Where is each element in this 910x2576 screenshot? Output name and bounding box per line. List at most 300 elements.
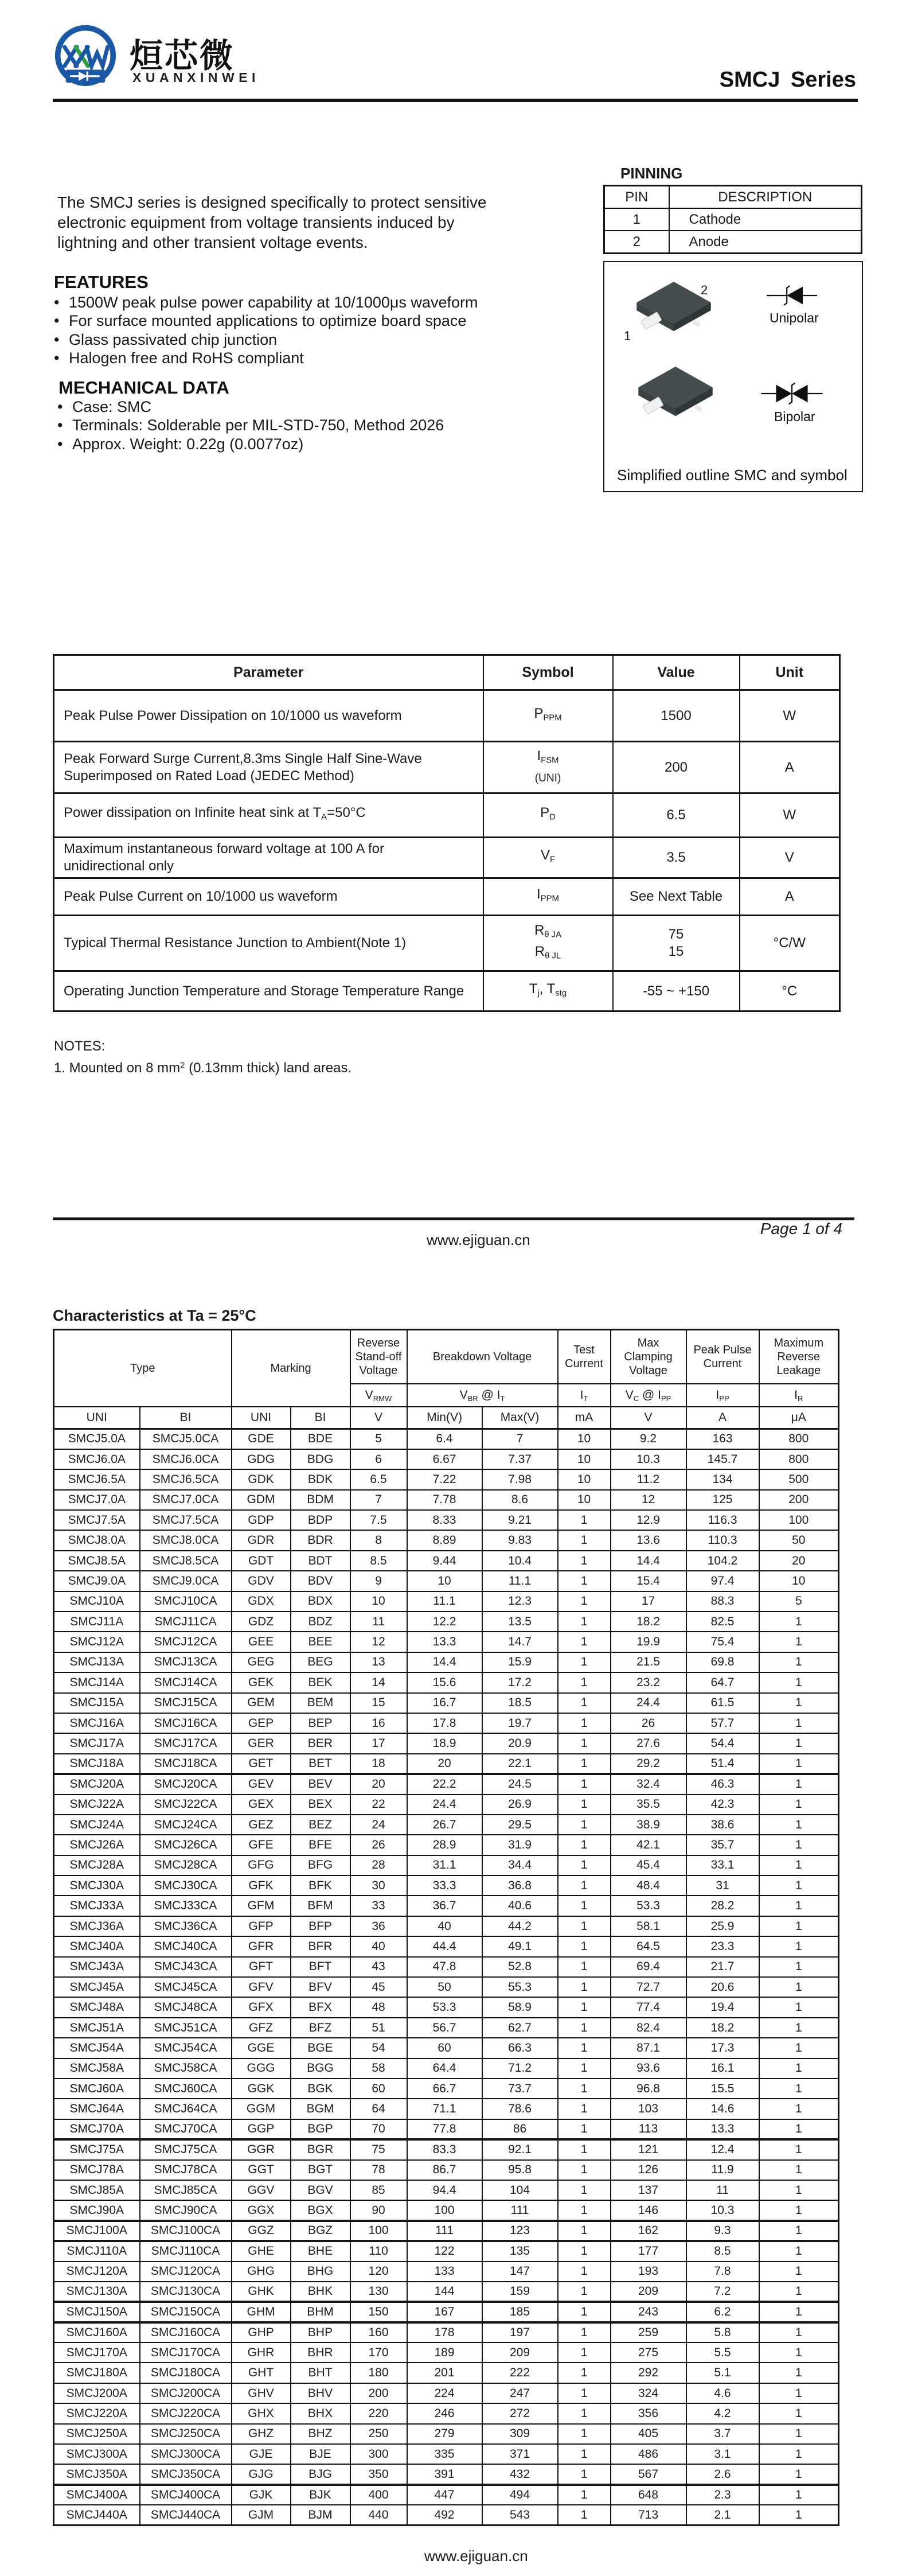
data-cell: 1 [759,1916,839,1936]
data-cell: 15.5 [686,2079,759,2099]
data-cell: SMCJ12CA [140,1632,232,1652]
description-col-header: DESCRIPTION [669,186,862,209]
data-cell: SMCJ8.5CA [140,1551,232,1571]
data-cell: 1 [558,2119,611,2139]
data-cell: 12.9 [611,1510,686,1530]
data-cell: BFX [291,1997,350,2017]
data-cell: SMCJ85A [54,2180,140,2200]
data-cell: GJK [232,2485,291,2505]
table-row [54,2241,839,2261]
text-line: -55 ~ +150 [642,983,710,999]
data-cell: 1 [558,2079,611,2099]
data-cell: 31.1 [407,1855,482,1875]
unipolar-symbol-icon [759,283,825,311]
data-cell: BGT [291,2160,350,2180]
data-cell: 38.9 [611,1815,686,1835]
data-cell: SMCJ250CA [140,2424,232,2444]
data-cell: BFE [291,1835,350,1855]
data-cell: GER [232,1733,291,1753]
data-cell: 48.4 [611,1875,686,1896]
data-cell: GDV [232,1571,291,1591]
text-line: Peak Pulse Power Dissipation on 10/1000 us waveform [64,707,402,723]
data-cell: 13.3 [407,1632,482,1652]
table-row [54,1672,839,1692]
data-cell: GHT [232,2363,291,2383]
data-cell: 52.8 [482,1957,558,1977]
data-cell: 15.9 [482,1652,558,1672]
ratings-row [54,838,840,878]
data-cell: 53.3 [611,1896,686,1916]
data-cell: SMCJ6.0A [54,1449,140,1469]
data-cell: 2.3 [686,2485,759,2505]
data-cell: 51 [350,2018,407,2038]
list-item [54,312,478,330]
data-cell: 13.6 [611,1530,686,1550]
data-cell: BEG [291,1652,350,1672]
data-cell: 35.7 [686,1835,759,1855]
unit-header: V [611,1407,686,1429]
data-cell: 6.4 [407,1429,482,1449]
brand-name-cn: 烜芯微 [130,37,235,75]
data-cell: 90 [350,2200,407,2220]
data-cell: 22.2 [407,1774,482,1794]
text-line: Rθ JL [534,944,561,961]
data-cell: 17.3 [686,2038,759,2058]
data-cell: 88.3 [686,1591,759,1612]
data-cell: GDP [232,1510,291,1530]
table-row [54,1693,839,1713]
data-cell: SMCJ100CA [140,2221,232,2241]
data-cell: 371 [482,2444,558,2464]
data-cell: GJM [232,2505,291,2525]
data-cell: SMCJ40CA [140,1936,232,1956]
text-line: PPPM [534,705,562,723]
data-cell: 200 [759,1490,839,1510]
data-cell: 42.1 [611,1835,686,1855]
data-cell: SMCJ110A [54,2241,140,2261]
unit-cell: W [740,793,840,838]
data-cell: 2.6 [686,2464,759,2484]
data-cell: 12 [611,1490,686,1510]
data-cell: 70 [350,2119,407,2139]
unit-header: Max(V) [482,1407,558,1429]
data-cell: 1 [558,2444,611,2464]
data-cell: 1 [558,1855,611,1875]
data-cell: 1 [759,2403,839,2423]
data-cell: GHP [232,2322,291,2342]
data-cell: SMCJ7.5CA [140,1510,232,1530]
data-cell: GFZ [232,2018,291,2038]
data-cell: GFT [232,1957,291,1977]
data-cell: 1 [558,1977,611,1997]
data-cell: 275 [611,2342,686,2363]
data-cell: 1 [558,2342,611,2363]
text-line: Rθ JA [534,922,562,939]
data-cell: 250 [350,2424,407,2444]
data-cell: GDZ [232,1612,291,1632]
data-cell: SMCJ8.5A [54,1551,140,1571]
list-item [57,416,444,434]
data-cell: 61.5 [686,1693,759,1713]
text-line: Maximum instantaneous forward voltage at 100 A for [64,841,384,857]
smc-package-bipolar-image [636,365,715,426]
table-row [54,1754,839,1774]
site-url-bottom: www.ejiguan.cn [424,2547,528,2565]
data-cell: 1 [759,1936,839,1956]
unit-header-row [54,1407,839,1429]
header-rule [53,99,858,102]
data-cell: 1 [558,2302,611,2322]
data-cell: SMCJ51CA [140,2018,232,2038]
data-cell: BHZ [291,2424,350,2444]
data-cell: BGE [291,2038,350,2058]
data-cell: 64 [350,2099,407,2119]
group-header: Maximum Reverse Leakage [759,1330,839,1384]
data-cell: 4.2 [686,2403,759,2423]
data-cell: 1 [558,1672,611,1692]
data-cell: 5.8 [686,2322,759,2342]
data-cell: BJE [291,2444,350,2464]
data-cell: SMCJ58CA [140,2059,232,2079]
data-cell: 14.4 [611,1551,686,1571]
pin-row [604,208,862,231]
data-cell: 20 [759,1551,839,1571]
data-cell: BFR [291,1936,350,1956]
list-item-label: Approx. Weight: 0.22g (0.0077oz) [72,435,304,453]
table-row [54,1530,839,1550]
data-cell: SMCJ10CA [140,1591,232,1612]
symbol-header [407,1384,558,1407]
data-cell: SMCJ45CA [140,1977,232,1997]
data-cell: GHK [232,2282,291,2302]
data-cell: 40 [350,1936,407,1956]
data-cell: 23.2 [611,1672,686,1692]
data-cell: 137 [611,2180,686,2200]
pin-description: Cathode [669,208,862,231]
data-cell: 9.83 [482,1530,558,1550]
data-cell: 40.6 [482,1896,558,1916]
features-list [54,293,478,368]
data-cell: 6.67 [407,1449,482,1469]
text-line: See Next Table [629,889,723,904]
text-line: 1. Mounted on 8 $mm^2$ (0.13mm thick) land areas. [54,1060,352,1076]
data-cell: 130 [350,2282,407,2302]
data-cell: 7 [350,1490,407,1510]
data-cell: SMCJ33A [54,1896,140,1916]
data-cell: BER [291,1733,350,1753]
data-cell: 58.1 [611,1916,686,1936]
data-cell: SMCJ7.0A [54,1490,140,1510]
data-cell: 189 [407,2342,482,2363]
data-cell: 220 [350,2403,407,2423]
intro-line: lightning and other transient voltage events. [57,234,368,251]
data-cell: SMCJ13A [54,1652,140,1672]
table-row [54,2119,839,2139]
data-cell: 5 [759,1591,839,1612]
data-cell: 163 [686,1429,759,1449]
intro-line: The SMCJ series is designed specifically to protect sensitive [57,193,487,211]
data-cell: 20 [350,1774,407,1794]
group-header: Marking [232,1330,350,1407]
data-cell: SMCJ10A [54,1591,140,1612]
text-line: Peak Forward Surge Current,8.3ms Single Half Sine-Wave [64,750,422,766]
data-cell: SMCJ110CA [140,2241,232,2261]
data-cell: 60 [350,2079,407,2099]
data-cell: 96.8 [611,2079,686,2099]
data-cell: 1 [759,2363,839,2383]
data-cell: 47.8 [407,1957,482,1977]
text-line: Operating Junction Temperature and Storage Temperature Range [64,983,464,999]
unit-header: Min(V) [407,1407,482,1429]
list-item-label: Case: SMC [72,398,152,415]
table-row [54,2038,839,2058]
data-cell: 1 [558,1652,611,1672]
data-cell: 1 [558,2262,611,2282]
data-cell: 167 [407,2302,482,2322]
data-cell: SMCJ400A [54,2485,140,2505]
data-cell: 77.4 [611,1997,686,2017]
data-cell: 49.1 [482,1936,558,1956]
data-cell: 135 [482,2241,558,2261]
data-cell: 73.7 [482,2079,558,2099]
data-cell: 1 [558,2099,611,2119]
data-cell: 170 [350,2342,407,2363]
table-row [54,1652,839,1672]
data-cell: GGX [232,2200,291,2220]
table-row [54,2485,839,2505]
data-cell: 648 [611,2485,686,2505]
data-cell: 97.4 [686,1571,759,1591]
data-cell: 75 [350,2139,407,2159]
data-cell: 111 [407,2221,482,2241]
data-cell: 17 [611,1591,686,1612]
data-cell: GEX [232,1795,291,1815]
data-cell: 71.1 [407,2099,482,2119]
data-cell: 10 [350,1591,407,1612]
data-cell: 1 [759,1652,839,1672]
data-cell: 10 [558,1490,611,1510]
text-line: 200 [664,759,688,775]
data-cell: 1 [759,1896,839,1916]
data-cell: 486 [611,2444,686,2464]
data-cell: 224 [407,2383,482,2403]
data-cell: 1 [759,1795,839,1815]
data-cell: BDX [291,1591,350,1612]
data-cell: SMCJ9.0A [54,1571,140,1591]
data-cell: 567 [611,2464,686,2484]
data-cell: 10 [407,1571,482,1591]
data-cell: 33 [350,1896,407,1916]
data-cell: GEV [232,1774,291,1794]
data-cell: 1 [759,2262,839,2282]
data-cell: SMCJ18A [54,1754,140,1774]
data-cell: 1 [558,1693,611,1713]
data-cell: SMCJ150CA [140,2302,232,2322]
data-cell: 5.1 [686,2363,759,2383]
data-cell: 200 [350,2383,407,2403]
data-cell: 77.8 [407,2119,482,2139]
data-cell: SMCJ36CA [140,1916,232,1936]
data-cell: 100 [350,2221,407,2241]
data-cell: 1 [558,2221,611,2241]
data-cell: 75.4 [686,1632,759,1652]
data-cell: 1 [558,2485,611,2505]
data-cell: 86.7 [407,2160,482,2180]
data-cell: 72.7 [611,1977,686,1997]
table-row [54,1449,839,1469]
data-cell: BEK [291,1672,350,1692]
data-cell: SMCJ15CA [140,1693,232,1713]
data-cell: 1 [558,1571,611,1591]
data-cell: GGE [232,2038,291,2058]
data-cell: 69.8 [686,1652,759,1672]
data-cell: SMCJ43A [54,1957,140,1977]
data-cell: 13.5 [482,1612,558,1632]
data-cell: GEG [232,1652,291,1672]
data-cell: 447 [407,2485,482,2505]
data-cell: 110.3 [686,1530,759,1550]
data-cell: 209 [482,2342,558,2363]
data-cell: 391 [407,2464,482,2484]
data-cell: 1 [759,2160,839,2180]
group-header-row [54,1330,839,1384]
data-cell: GGM [232,2099,291,2119]
data-cell: SMCJ22A [54,1795,140,1815]
data-cell: 22 [350,1795,407,1815]
data-cell: 1 [759,2018,839,2038]
data-cell: 9.3 [686,2221,759,2241]
data-cell: 1 [558,2464,611,2484]
data-cell: 113 [611,2119,686,2139]
data-cell: 197 [482,2322,558,2342]
parameter-cell [54,690,483,742]
data-cell: 11.1 [407,1591,482,1612]
data-cell: 104.2 [686,1551,759,1571]
brand-name-en: XUANXINWEI [132,70,260,85]
data-cell: 133 [407,2262,482,2282]
data-cell: 22.1 [482,1754,558,1774]
data-cell: 10 [759,1571,839,1591]
data-cell: SMCJ85CA [140,2180,232,2200]
data-cell: 18.2 [686,2018,759,2038]
bullet-icon: • [54,330,60,348]
data-cell: SMCJ220CA [140,2403,232,2423]
data-cell: SMCJ70A [54,2119,140,2139]
data-cell: 20 [407,1754,482,1774]
data-cell: SMCJ90A [54,2200,140,2220]
parameter-cell [54,742,483,793]
data-cell: 57.7 [686,1713,759,1733]
data-cell: 400 [350,2485,407,2505]
data-cell: 1 [759,1754,839,1774]
data-cell: GEK [232,1672,291,1692]
data-cell: SMCJ120A [54,2262,140,2282]
data-cell: 85 [350,2180,407,2200]
data-cell: 54.4 [686,1733,759,1753]
brand-logo-icon [52,23,119,91]
data-cell: 16 [350,1713,407,1733]
table-row [54,1896,839,1916]
data-cell: BHX [291,2403,350,2423]
data-cell: 1 [558,2383,611,2403]
data-cell: 3.7 [686,2424,759,2444]
data-cell: 8.33 [407,1510,482,1530]
data-cell: GHZ [232,2424,291,2444]
data-cell: SMCJ100A [54,2221,140,2241]
data-cell: 1 [558,1612,611,1632]
data-cell: GGZ [232,2221,291,2241]
data-cell: 28.2 [686,1896,759,1916]
data-cell: BEV [291,1774,350,1794]
text-line: IR [794,1388,803,1403]
table-row [54,1875,839,1896]
data-cell: SMCJ13CA [140,1652,232,1672]
footer-rule [53,1217,854,1220]
unit-cell: °C [740,971,840,1011]
data-cell: BHR [291,2342,350,2363]
data-cell: SMCJ11CA [140,1612,232,1632]
data-cell: 116.3 [686,1510,759,1530]
data-cell: 58.9 [482,1997,558,2017]
data-cell: SMCJ78A [54,2160,140,2180]
data-cell: SMCJ36A [54,1916,140,1936]
data-cell: 300 [350,2444,407,2464]
data-cell: 1 [558,1815,611,1835]
data-cell: 111 [482,2200,558,2220]
unit-col-header: Unit [740,655,840,690]
data-cell: 1 [759,1632,839,1652]
pinning-heading: PINNING [620,165,683,182]
unit-header: UNI [54,1407,140,1429]
data-cell: 18.2 [611,1612,686,1632]
data-cell: 94.4 [407,2180,482,2200]
intro-paragraph [57,192,487,252]
data-cell: SMCJ75CA [140,2139,232,2159]
data-cell: 82.5 [686,1612,759,1632]
data-cell: SMCJ9.0CA [140,1571,232,1591]
ratings-header-row [54,655,840,690]
data-cell: 162 [611,2221,686,2241]
data-cell: 1 [558,1591,611,1612]
list-item-label: Glass passivated chip junction [69,330,278,348]
table-row [54,1571,839,1591]
bullet-icon: • [54,312,60,330]
data-cell: 104 [482,2180,558,2200]
data-cell: SMCJ5.0CA [140,1429,232,1449]
unit-header: μA [759,1407,839,1429]
data-cell: 121 [611,2139,686,2159]
table-row [54,2059,839,2079]
data-cell: 20.6 [686,1977,759,1997]
data-cell: 1 [759,1815,839,1835]
parameter-col-header: Parameter [54,655,483,690]
data-cell: 45 [350,1977,407,1997]
data-cell: 10 [558,1429,611,1449]
data-cell: 1 [759,1693,839,1713]
data-cell: 31.9 [482,1835,558,1855]
text-line: IFSM [537,748,559,765]
text-line: VBR @ IT [459,1388,505,1403]
data-cell: 15 [350,1693,407,1713]
data-cell: 1 [558,1936,611,1956]
data-cell: BHK [291,2282,350,2302]
data-cell: SMCJ6.5A [54,1469,140,1489]
data-cell: BGZ [291,2221,350,2241]
data-cell: SMCJ220A [54,2403,140,2423]
data-cell: 92.1 [482,2139,558,2159]
data-cell: GHV [232,2383,291,2403]
table-row [54,2099,839,2119]
